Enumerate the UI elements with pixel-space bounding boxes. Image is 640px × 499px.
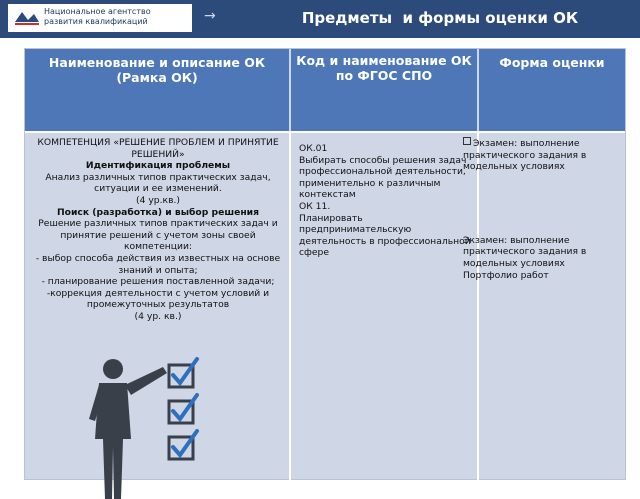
solution-item-1: - выбор способа действия из известных на основе знаний и опыта; (35, 252, 281, 276)
assessment-item-3: Портфолио работ (463, 269, 549, 281)
assessment-form-cell (463, 137, 625, 281)
assessment-item-1-text: Экзамен: выполнение практического задания в модельных условиях (463, 138, 587, 173)
column-divider-1 (289, 131, 291, 481)
header-description-sublabel: (Рамка ОК) (116, 70, 198, 85)
page-title: Предметы и формы оценки ОК (301, 9, 579, 27)
competence-title: КОМПЕТЕНЦИЯ «РЕШЕНИЕ ПРОБЛЕМ И ПРИНЯТИЕ РЕШЕНИЙ» (37, 137, 279, 160)
solution-search-heading: Поиск (разработка) и выбор решения (56, 206, 260, 218)
problem-identification-text: Анализ различных типов практических задач, ситуации и ее изменений. (45, 171, 271, 195)
header-form-label: Форма оценки (499, 55, 605, 70)
ok-code-cell (299, 143, 475, 259)
top-bar (0, 0, 640, 38)
assessment-table (24, 48, 626, 480)
header-code-label: Код и наименование ОК по ФГОС СПО (296, 53, 472, 83)
solution-level: (4 ур. кв.) (134, 310, 182, 322)
arrow-right-icon: → (204, 8, 216, 24)
businessman-checklist-icon (85, 349, 225, 499)
header-cell-form (479, 49, 625, 131)
ok01-code: ОК.01 (299, 143, 328, 154)
assessment-item-1 (463, 137, 625, 173)
bullet-icon (463, 137, 471, 145)
header-cell-code (291, 49, 477, 131)
header-divider (25, 131, 625, 133)
logo-text (44, 7, 151, 27)
problem-identification-heading: Идентификация проблемы (85, 160, 231, 172)
ok11-code: ОК 11. (299, 200, 331, 212)
competence-description-cell (29, 137, 287, 323)
solution-item-2: - планирование решения поставленной задачи; (41, 276, 275, 288)
assessment-item-2: Экзамен: выполнение практического задания в модельных условиях (463, 234, 587, 269)
logo-line-1: Национальное агентство (44, 7, 151, 16)
logo-line-2: развития квалификаций (44, 17, 148, 26)
ok11-text: Планировать предпринимательскую деятельность в профессиональной сфере (299, 212, 471, 259)
header-cell-description (25, 49, 289, 131)
problem-identification-level: (4 ур.кв.) (135, 194, 180, 206)
ok01-text: Выбирать способы решения задач профессиональной деятельности, применительно к различным контекстам (299, 154, 467, 201)
solution-search-text: Решение различных типов практических задач и принятие решений с учетом зоны своей компетенции: (38, 218, 278, 253)
header-description-label: Наименование и описание ОК (48, 55, 266, 70)
solution-item-3: -коррекция деятельности с учетом условий и промежуточных результатов (46, 287, 270, 311)
logo-mark (14, 8, 40, 28)
logo (8, 4, 192, 32)
